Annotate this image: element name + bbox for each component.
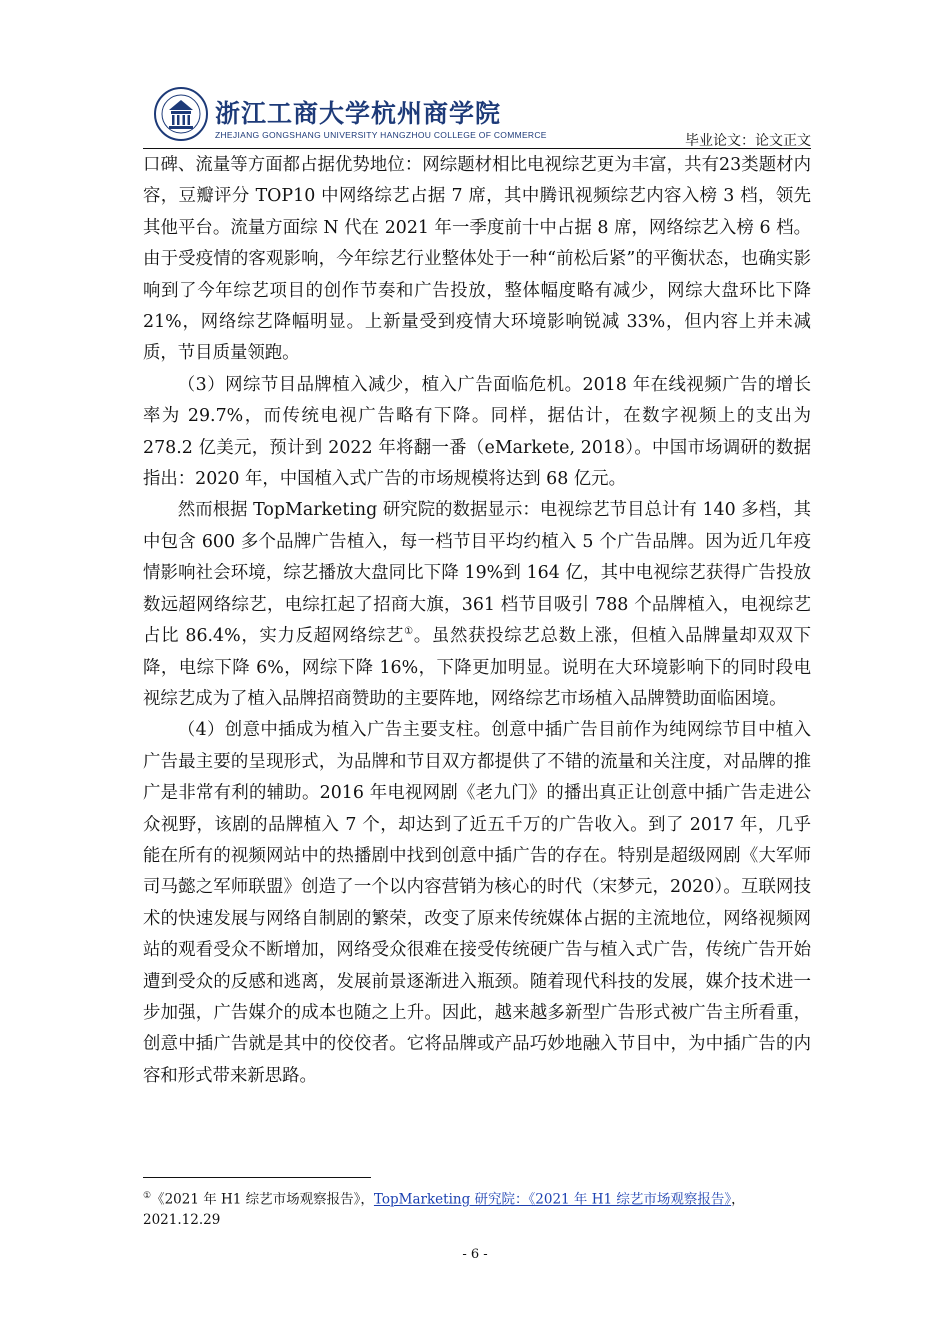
footnote-mark: ① [143, 1191, 152, 1201]
university-seal-icon [153, 86, 209, 142]
section-label: 毕业论文：论文正文 [685, 133, 811, 149]
paragraph-4: （4）创意中插成为植入广告主要支柱。创意中插广告目前作为纯网综节目中植入广告最主要的呈现形式，为品牌和节目双方都提供了不错的流量和关注度，对品牌的推广是非常有利的辅助。2016 年电视网剧《老九门》的播出真正让创意中插广告走进公众视野，该剧的品牌植入 7 个，却达到了近五千万的广告收入。到了 2017 年，几乎能在所有的视频网站中的热播剧中找到创意中插广告的存在。特别是超级网剧《大军师司马懿之军师联盟》创造了一个以内容营销为核心的时代（宋梦元，2020）。互联网技术的快速发展与网络自制剧的繁荣，改变了原来传统媒体占据的主流地位，网络视频网站的观看受众不断增加，网络受众很难在接受传统硬广告与植入式广告，传统广告开始遭到受众的反感和逃离，发展前景逐渐进入瓶颈。随着现代科技的发展，媒介技术进一步加强，广告媒介的成本也随之上升。因此，越来越多新型广告形式被广告主所看重，创意中插广告就是其中的佼佼者。它将品牌或产品巧妙地融入节目中，为中插广告的内容和形式带来新思路。 [143, 720, 811, 1086]
footnote [143, 1186, 811, 1230]
header-divider [143, 148, 811, 149]
university-logo-text: 浙江工商大学杭州商学院 [215, 99, 502, 128]
footnote-date: ，2021.12.29 [143, 1191, 745, 1228]
page-header [143, 80, 811, 150]
footnote-link[interactable]: TopMarketing 研究院：《2021 年 H1 综艺市场观察报告》 [373, 1191, 732, 1208]
paragraph-text-after-note: 。虽然获投综艺总数上涨，但植入品牌量却双双下降，电综下降 6%，网综下降 16%，下降更加明显。说明在大环境影响下的同时段电视综艺成为了植入品牌招商赞助的主要阵地，网络综艺市场植入品牌赞助面临困境。 [143, 626, 811, 709]
main-text [143, 150, 811, 1092]
paragraph-topmarketing [143, 495, 811, 715]
paragraph-text-before-note: 然而根据 TopMarketing 研究院的数据显示：电视综艺节目总计有 140 多档，其中包含 600 多个品牌广告植入，每一档节目平均约植入 5 个广告品牌。因为近几年疫情影响社会环境，综艺播放大盘同比下降 19%到 164 亿，其中电视综艺获得广告投放数远超网络综艺，电综扛起了招商大旗，361 档节目吸引 788 个品牌植入，电视综艺占比 86.4%，实力反超网络综艺 [143, 500, 811, 647]
footnote-reference[interactable]: ① [404, 626, 414, 638]
footnote-text: 《2021 年 H1 综艺市场观察报告》， [151, 1191, 374, 1208]
page-number: - 6 - [462, 1247, 488, 1262]
footnote-divider [143, 1177, 371, 1178]
paragraph-3: （3）网综节目品牌植入减少，植入广告面临危机。2018 年在线视频广告的增长率为 29.7%，而传统电视广告略有下降。同样，据估计，在数字视频上的支出为 278.2 亿美元，预计到 2022 年将翻一番（eMarkete, 2018）。中国市场调研的数据指出：2020 年，中国植入式广告的市场规模将达到 68 亿元。 [143, 374, 811, 490]
university-logo-subtitle: ZHEJIANG GONGSHANG UNIVERSITY HANGZHOU COLLEGE OF COMMERCE [215, 130, 547, 140]
paragraph-continued: 口碑、流量等方面都占据优势地位：网综题材相比电视综艺更为丰富，共有23类题材内容，豆瓣评分 TOP10 中网络综艺占据 7 席，其中腾讯视频综艺内容入榜 3 档，领先其他平台。流量方面综 N 代在 2021 年一季度前十中占据 8 席，网络综艺入榜 6 档。由于受疫情的客观影响，今年综艺行业整体处于一种“前松后紧”的平衡状态，也确实影响到了今年综艺项目的创作节奏和广告投放，整体幅度略有减少，网综大盘环比下降 21%，网络综艺降幅明显。上新量受到疫情大环境影响锐减 33%，但内容上并未减质，节目质量领跑。 [143, 155, 811, 364]
